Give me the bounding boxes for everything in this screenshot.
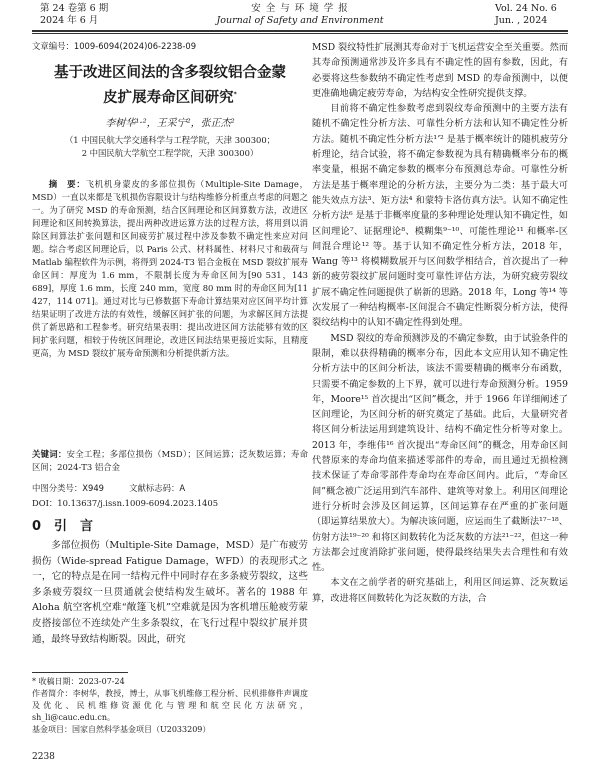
body-paragraph: MSD 裂纹特性扩展测其寿命对于飞机运营安全至关重要。然而其寿命预测通常涉及许多具有不确定性的固有参数，因此，有必要将这些参数纳不确定性考虑到 MSD 的寿命预测中，以便更准确地确定疲劳寿命，为结构安全性研究提供支撑。 bbox=[312, 42, 568, 99]
header-rule bbox=[32, 30, 568, 32]
journal-name-en: Journal of Safety and Environment bbox=[216, 15, 384, 26]
intro-text: 多部位损伤（Multiple-Site Damage，MSD）是广布疲劳损伤（Wide-spread Fatigue Damage，WFD）的表现形式之一，它的特点是在同一结构元件中同时存在多条疲劳裂纹，这些多条疲劳裂纹一旦贯通就会使结构发生破坏。著名的 1988 年 Aloha 航空客机空难“敞篷飞机”空难就是因为客机增压舱疲劳蒙皮搭接部位不连续处产生多条裂纹，在飞行过程中裂纹扩展并贯通，最终导致结构断裂。因此，研究 bbox=[32, 540, 308, 645]
journal-name-cn: 安 全 与 环 境 学 报 bbox=[251, 3, 349, 14]
keywords bbox=[32, 448, 308, 474]
footnotes bbox=[32, 676, 308, 736]
date-cn: 2024 年 6 月 bbox=[40, 15, 99, 26]
doi: DOI：10.13637/j.issn.1009-6094.2023.1405 bbox=[32, 498, 219, 508]
received-date: * 收稿日期：2023-07-24 bbox=[32, 677, 125, 686]
affiliations bbox=[32, 134, 308, 160]
title-footnote-mark: * bbox=[233, 91, 237, 98]
journal-issue-en bbox=[495, 3, 575, 27]
author-introduction: 作者简介：李树华，教授，博士，从事飞机维修工程分析、民机排修件声调度及优化、民机维修资源优化与管理和航空民化方法研究，sh_li@cauc.edu.cn。 bbox=[32, 689, 308, 722]
volume-issue-cn: 第 24 卷第 6 期 bbox=[40, 3, 109, 14]
abstract bbox=[32, 178, 308, 360]
intro-paragraph bbox=[32, 538, 308, 664]
page-number: 2238 bbox=[32, 752, 55, 762]
section-heading: 0 引 言 bbox=[32, 519, 94, 534]
classification: 中图分类号：X949 文献标志码：A bbox=[32, 483, 186, 493]
authors: 李树华¹·²，王采宁²，张正杰² bbox=[105, 118, 235, 129]
article-id: 文章编号：1009-6094(2024)06-2238-09 bbox=[32, 41, 197, 51]
right-column bbox=[312, 40, 568, 762]
body-paragraph: 目前将不确定性参数考虑到裂纹寿命预测中的主要方法有随机不确定性分析方法、可靠性分析方法和认知不确定性分析方法。随机不确定性分析方法¹ʼ² 是基于概率统计的随机疲劳分析理论，结合试验，将不确定参数视为具有精确概率分布的概率变量，根据不确定参数的概率分布预测总寿命。可靠性分析方法是基于概率理论的分析方法，主要分为二类：基于最大可能失效点方法³、矩方法⁴ 和蒙特卡洛仿真方法⁵。认知不确定性分析方法⁶ 是基于非概率度量的多种理论处理认知不确定性，如区间理论⁷、证据理论⁸、模糊集⁹⁻¹⁰、可能性理论¹¹ 和概率-区间混合理论¹² 等。基于认知不确定性分析方法，2018 年，Wang 等¹³ 将模糊数展开与区间数学相结合，首次提出了一种新的疲劳裂纹扩展问题时变可靠性评估方法，为研究疲劳裂纹扩展不确定性问题提供了崭新的思路。2018 年，Long 等¹⁴ 等次发展了一种结构概率-区间混合不确定性断裂分析方法，使得裂纹结构中的认知不确定性得到处理。 bbox=[312, 103, 568, 329]
page-title bbox=[48, 62, 292, 109]
abstract-text: 飞机机身蒙皮的多部位损伤（Multiple-Site Damage，MSD）一直以来都是飞机损伤容限设计与结构维修分析重点考虑的问题之一。为了研究 MSD 的寿命预测，结合区间理论和区间算数方法，改进区间理论和区间转换算法，提出两种改进运算方法的过程方法，将用到以消除区间算法扩张问题和区间疲劳扩展过程中涉及参数不确定性来应对问题。综合考虑区间理论后，以 Paris 公式、材料属性、材料尺寸和载荷与 Matlab 编程软件为示例，将得到 2024-T3 铝合金板在 MSD 裂纹扩展寿命区间：厚度为 1.6 mm，不限制长度为寿命区间为[90 531，143 689]，厚度 1.6 mm，长度 240 mm，宽度 80 mm 时的寿命区间为[11 427，114 071]。通过对比与已修数据下寿命计算结果对应区间平均计算结果证明了改进方法的有效性，缓解区间扩张的问题，为求解区间方法提供了新思路和工程参考。研究结果表明：提出改进区间方法能够有效的区间扩张问题，相较于传统区间理论，改进区间法结果更接近实际，且精度更高，为 MSD 裂纹扩展寿命预测和分析提供新方法。 bbox=[32, 179, 308, 358]
title-text: 基于改进区间法的含多裂纹铝合金蒙皮扩展寿命区间研究 bbox=[54, 65, 286, 106]
body-paragraph: 本文在之前学者的研究基础上，利用区间运算、泛灰数运算，改进将区间数转化为泛灰数的方法，合 bbox=[312, 577, 568, 604]
volume-issue-en: Vol. 24 No. 6 bbox=[495, 3, 557, 14]
affiliation-1: （1 中国民航大学交通科学与工程学院，天津 300300； bbox=[64, 135, 276, 145]
fund-project: 基金项目：国家自然科学基金项目（U2033209） bbox=[32, 725, 211, 734]
header-rule-thin bbox=[32, 33, 568, 34]
journal-issue bbox=[40, 3, 108, 27]
body-paragraph: MSD 裂纹的寿命预测涉及的不确定参数，由于试验条件的限制，难以获得精确的概率分布，因此本文应用认知不确定性分析方法中的区间分析法，该法不需要精确的概率分布函数，只需要不确定参数的上下界，就可以进行寿命预测分析。1959 年，Moore¹⁵ 首次提出“区间”概念，并于 1966 年详细阐述了区间理论，为区间分析的研究奠定了基础。此后，大量研究者将区间分析法运用到建筑设计、结构不确定性分析等对象上。2013 年，李维伟¹⁶ 首次提出“寿命区间”的概念，用寿命区间代替原来的寿命均值来描述零部件的寿命，而且通过无损检测技术保证了寿命零部件寿命均在寿命区间内。此后，“寿命区间”概念被广泛运用到汽车部件、建筑等对象上。利用区间理论进行分析时会涉及区间运算，区间运算存在严重的扩张问题（即运算结果放大）。为解决该问题，应运而生了截断法¹⁷⁻¹⁸、仿射方法¹⁹⁻²⁰ 和将区间数转化为泛灰数的方法²¹⁻²²，但这一种方法都会过度消除扩张问题，使得最终结果失去合理性和有效性。 bbox=[312, 332, 568, 574]
keywords-label: 关键词： bbox=[32, 449, 67, 459]
date-en: Jun. , 2024 bbox=[495, 15, 548, 26]
footnote-rule bbox=[32, 672, 128, 673]
abstract-label: 摘 要： bbox=[48, 179, 86, 189]
journal-name bbox=[180, 3, 420, 27]
affiliation-2: 2 中国民航大学航空工程学院，天津 300300） bbox=[81, 148, 259, 158]
keywords-text: 安全工程；多部位损伤（MSD）；区间运算；泛灰数运算；寿命区间；2024-T3 铝合金 bbox=[32, 449, 308, 472]
